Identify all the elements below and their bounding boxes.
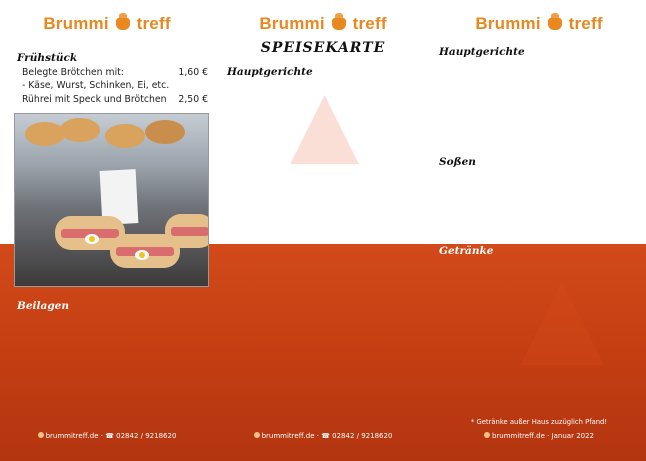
chef-hat-icon [548,18,562,30]
panel-right [432,0,646,461]
chef-hat-watermark: ▲ [520,250,605,378]
footer: brummitreff.de · ☎ 02842 / 9218620 [216,432,430,440]
panel-middle [216,0,430,461]
item-name: - Käse, Wurst, Schinken, Ei, etc. [22,80,170,92]
food-photo [14,113,209,287]
item-name-group [22,95,167,104]
chef-hat-watermark: ▲ [290,70,360,175]
section-heading: Beilagen [17,300,69,312]
section-heading: Frühstück [17,52,78,64]
globe-icon [484,432,490,438]
logo: Brummi treff [475,14,603,33]
footer: brummitreff.de · ☎ 02842 / 9218620 [0,432,214,440]
section-heading: Hauptgerichte [439,46,525,58]
panel-left [0,0,214,461]
item-price: 2,50 € [178,93,208,105]
item-name-group [22,81,169,90]
menu-item [22,68,208,77]
logo: Brummi treff [43,14,171,33]
item-price: 1,60 € [178,67,208,78]
globe-icon [38,432,44,438]
item-name: Rührei mit Speck und Brötchen [22,93,167,105]
chef-hat-icon [332,18,346,30]
footer: brummitreff.de · Januar 2022 [432,432,646,440]
chef-hat-icon [116,18,130,30]
menu-item [22,95,208,104]
item-name-group [22,68,124,77]
breakfast-list [22,68,208,108]
section-heading: Getränke [439,245,494,257]
page-title: SPEISEKARTE [260,40,386,56]
globe-icon [254,432,260,438]
deposit-note: * Getränke außer Haus zuzüglich Pfand! [470,418,608,426]
logo: Brummi treff [259,14,387,33]
item-name: Belegte Brötchen mit: [22,67,124,78]
section-heading: Soßen [439,156,476,168]
section-heading: Hauptgerichte [227,66,313,78]
menu-item [22,81,208,90]
